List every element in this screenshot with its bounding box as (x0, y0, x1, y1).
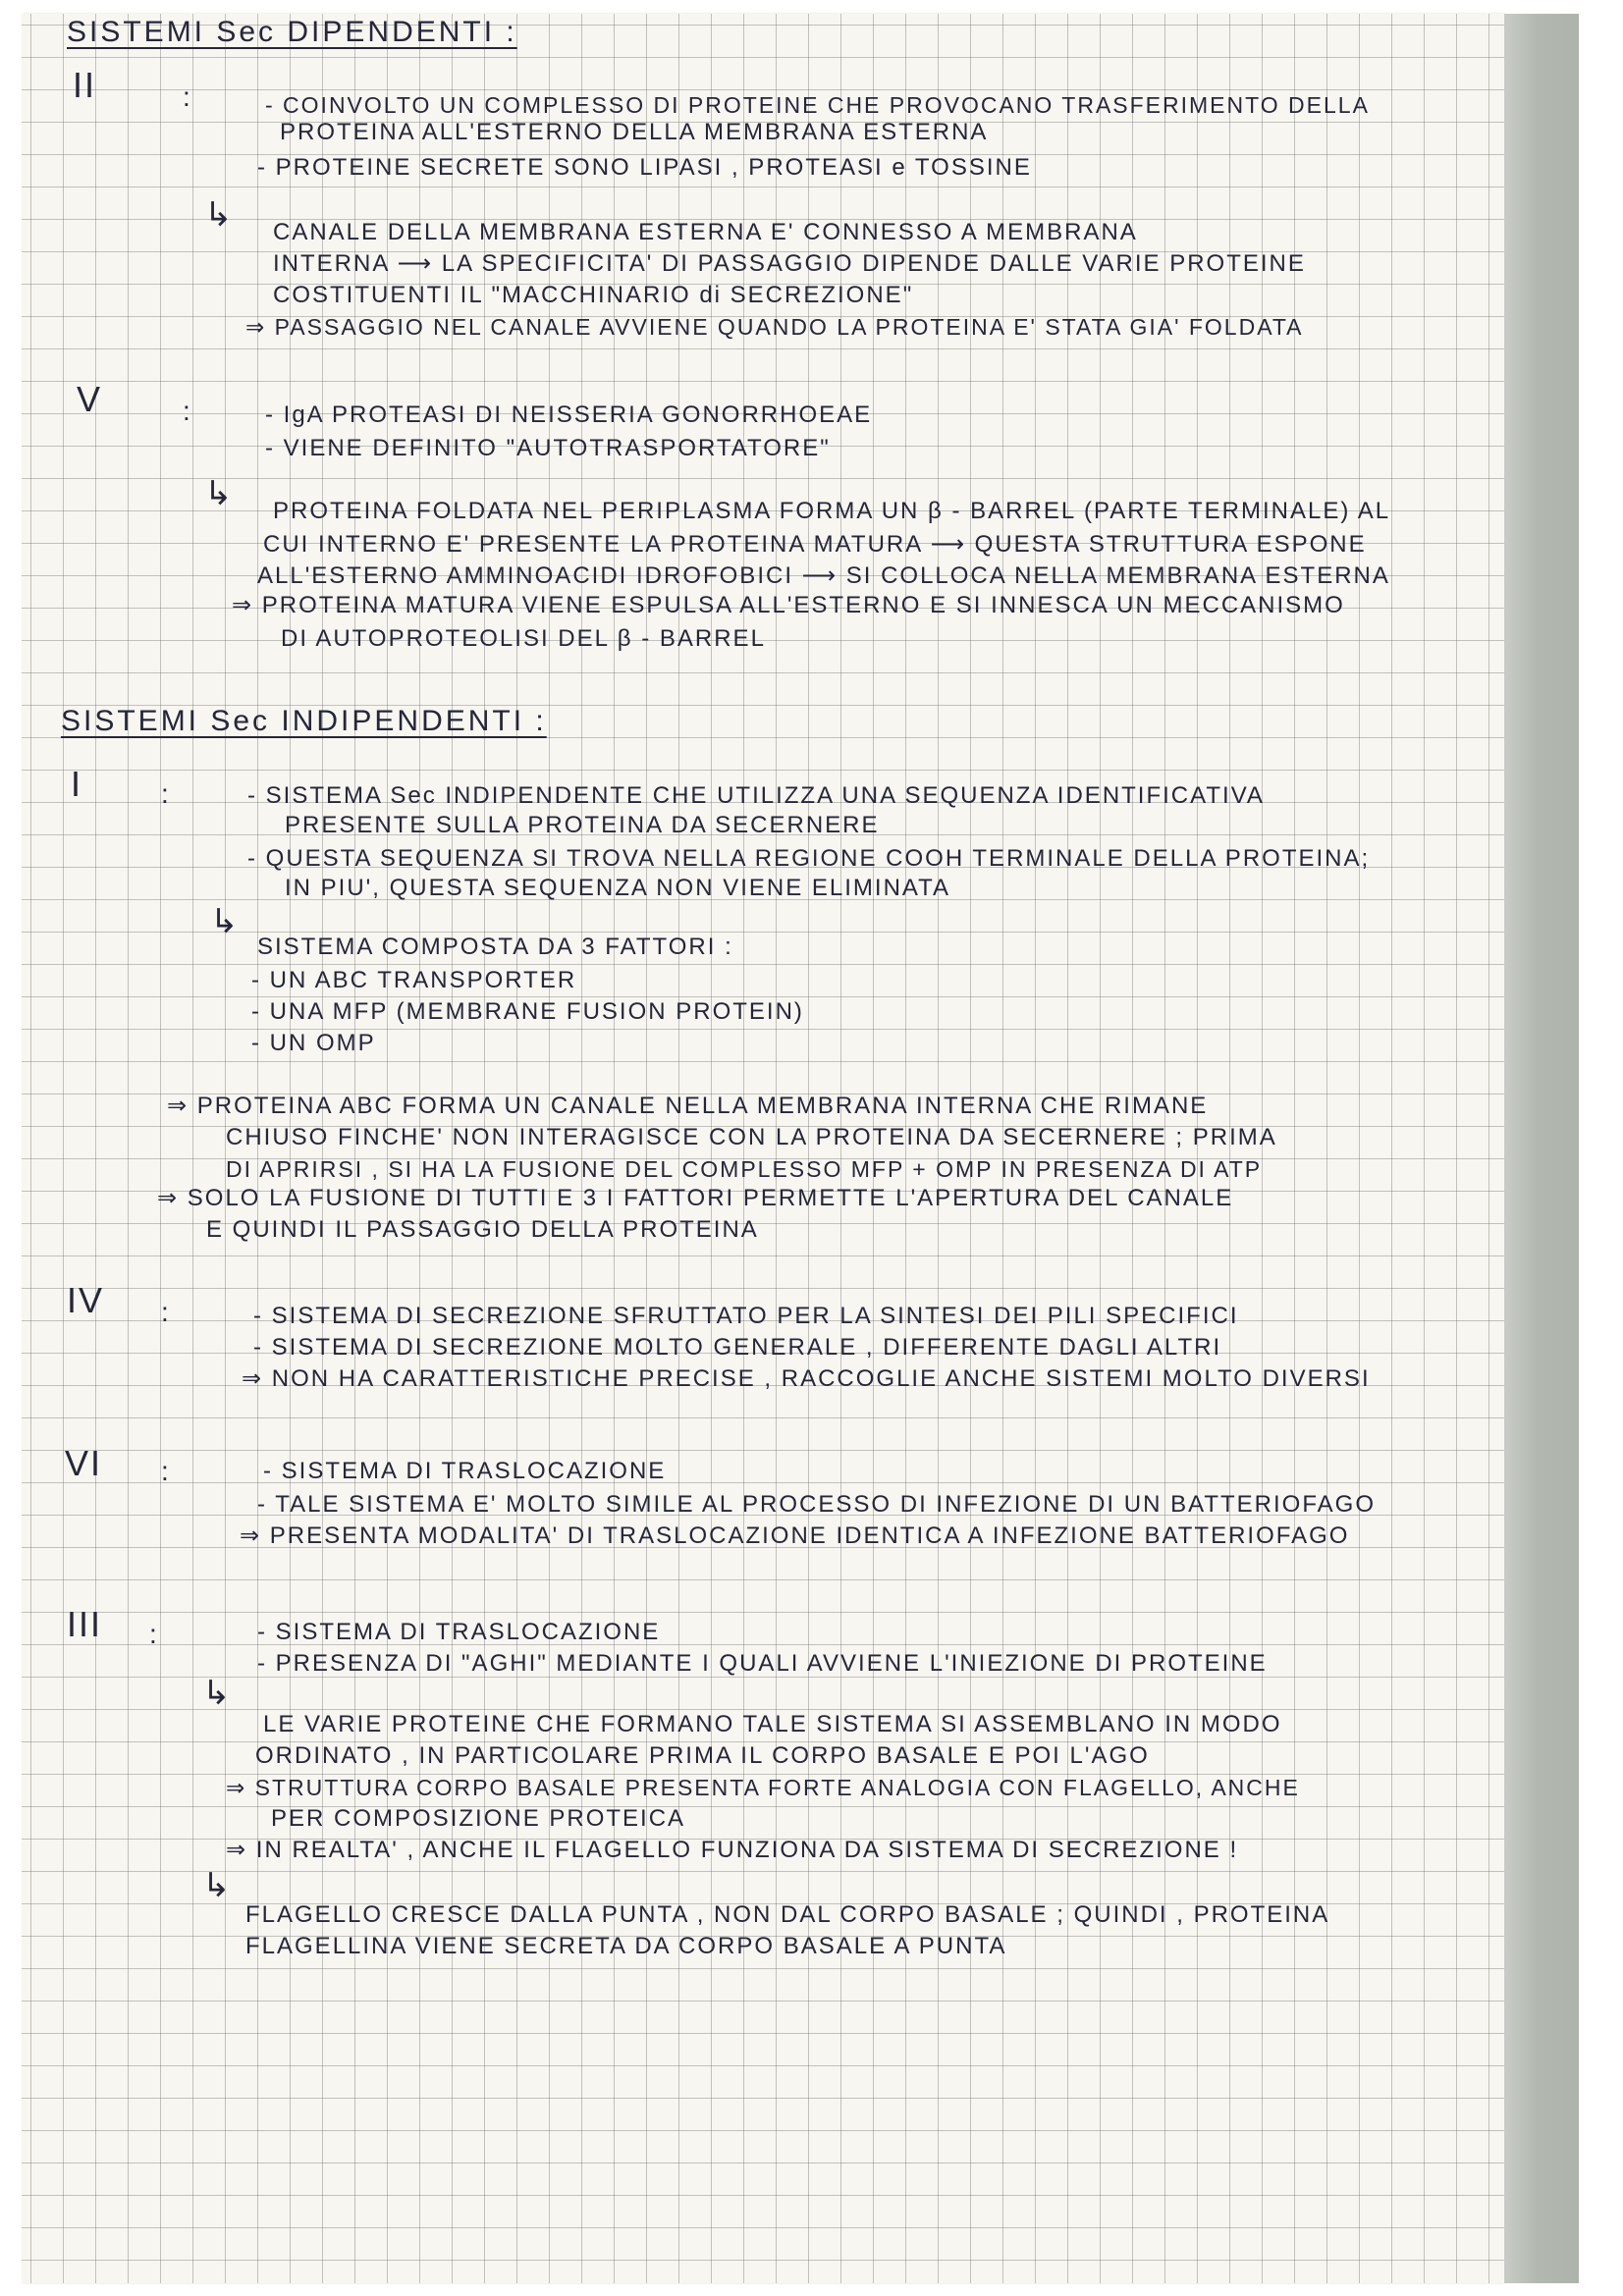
note-line: ALL'ESTERNO AMMINOACIDI IDROFOBICI ⟶ SI COLLOCA NELLA MEMBRANA ESTERNA (257, 562, 1390, 589)
type-numeral-III: III (67, 1604, 103, 1644)
note-line: - SISTEMA Sec INDIPENDENTE CHE UTILIZZA UNA SEQUENZA IDENTIFICATIVA (247, 782, 1265, 809)
note-line: ⇒ PRESENTA MODALITA' DI TRASLOCAZIONE IDENTICA A INFEZIONE BATTERIOFAGO (240, 1522, 1350, 1549)
note-line: ⇒ NON HA CARATTERISTICHE PRECISE , RACCOGLIE ANCHE SISTEMI MOLTO DIVERSI (242, 1365, 1371, 1392)
curved-arrow-icon: ↳ (204, 475, 235, 512)
note-line: - SISTEMA DI TRASLOCAZIONE (257, 1619, 661, 1645)
note-line: ⇒ PROTEINA MATURA VIENE ESPULSA ALL'ESTERNO E SI INNESCA UN MECCANISMO (232, 592, 1345, 618)
note-line: - VIENE DEFINITO "AUTOTRASPORTATORE" (265, 435, 831, 461)
note-line: DI AUTOPROTEOLISI DEL β - BARREL (281, 625, 766, 652)
note-line: ⇒ PROTEINA ABC FORMA UN CANALE NELLA MEMBRANA INTERNA CHE RIMANE (167, 1093, 1209, 1119)
note-line: ⇒ SOLO LA FUSIONE DI TUTTI E 3 I FATTORI PERMETTE L'APERTURA DEL CANALE (157, 1185, 1234, 1211)
type-numeral-II: II (73, 65, 97, 105)
curved-arrow-icon: ↳ (202, 1867, 233, 1904)
type-colon: : (183, 396, 192, 426)
note-line: PROTEINA FOLDATA NEL PERIPLASMA FORMA UN β - BARREL (PARTE TERMINALE) AL (273, 498, 1391, 524)
factor-item: - UNA MFP (MEMBRANE FUSION PROTEIN) (251, 998, 804, 1025)
type-colon: : (183, 81, 192, 112)
note-line: CHIUSO FINCHE' NON INTERAGISCE CON LA PROTEINA DA SECERNERE ; PRIMA (226, 1124, 1277, 1150)
factor-item: - UN ABC TRANSPORTER (251, 967, 577, 993)
note-line: - SISTEMA DI TRASLOCAZIONE (263, 1458, 667, 1484)
type-colon: : (161, 778, 171, 809)
factor-item: - UN OMP (251, 1030, 376, 1056)
note-line: - SISTEMA DI SECREZIONE SFRUTTATO PER LA SINTESI DEI PILI SPECIFICI (253, 1303, 1239, 1329)
note-line: - TALE SISTEMA E' MOLTO SIMILE AL PROCESSO DI INFEZIONE DI UN BATTERIOFAGO (257, 1491, 1376, 1518)
note-line: ORDINATO , IN PARTICOLARE PRIMA IL CORPO BASALE E POI L'AGO (255, 1742, 1150, 1769)
note-line: - QUESTA SEQUENZA SI TROVA NELLA REGIONE COOH TERMINALE DELLA PROTEINA; (247, 845, 1371, 872)
page-edge (1504, 14, 1579, 2283)
note-line: FLAGELLINA VIENE SECRETA DA CORPO BASALE A PUNTA (245, 1933, 1007, 1959)
section-title-sec-dependent: SISTEMI Sec DIPENDENTI : (67, 16, 517, 48)
note-line: FLAGELLO CRESCE DALLA PUNTA , NON DAL CORPO BASALE ; QUINDI , PROTEINA (245, 1901, 1330, 1928)
type-numeral-IV: IV (67, 1280, 105, 1320)
section-title-sec-independent: SISTEMI Sec INDIPENDENTI : (61, 705, 547, 737)
note-line: E QUINDI IL PASSAGGIO DELLA PROTEINA (206, 1216, 759, 1243)
note-line: CANALE DELLA MEMBRANA ESTERNA E' CONNESSO A MEMBRANA (273, 219, 1138, 245)
note-line: IN PIU', QUESTA SEQUENZA NON VIENE ELIMINATA (285, 875, 951, 901)
note-line: PROTEINA ALL'ESTERNO DELLA MEMBRANA ESTERNA (280, 119, 989, 145)
type-colon: : (161, 1297, 171, 1327)
note-line: PRESENTE SULLA PROTEINA DA SECERNERE (285, 812, 880, 838)
type-numeral-I: I (71, 764, 83, 804)
note-line: LE VARIE PROTEINE CHE FORMANO TALE SISTEMA SI ASSEMBLANO IN MODO (263, 1711, 1282, 1737)
note-line: - SISTEMA DI SECREZIONE MOLTO GENERALE , DIFFERENTE DAGLI ALTRI (253, 1334, 1222, 1361)
note-line: ⇒ STRUTTURA CORPO BASALE PRESENTA FORTE ANALOGIA CON FLAGELLO, ANCHE (226, 1775, 1300, 1800)
curved-arrow-icon: ↳ (210, 903, 241, 940)
note-line: ⇒ PASSAGGIO NEL CANALE AVVIENE QUANDO LA PROTEINA E' STATA GIA' FOLDATA (245, 314, 1304, 340)
note-line: ⇒ IN REALTA' , ANCHE IL FLAGELLO FUNZIONA DA SISTEMA DI SECREZIONE ! (226, 1837, 1239, 1863)
note-line: - COINVOLTO UN COMPLESSO DI PROTEINE CHE PROVOCANO TRASFERIMENTO DELLA (265, 92, 1370, 118)
note-line: - IgA PROTEASI DI NEISSERIA GONORRHOEAE (265, 401, 873, 428)
note-line: - PRESENZA DI "AGHI" MEDIANTE I QUALI AVVIENE L'INIEZIONE DI PROTEINE (257, 1650, 1268, 1677)
factors-title: SISTEMA COMPOSTA DA 3 FATTORI : (257, 934, 733, 960)
note-line: DI APRIRSI , SI HA LA FUSIONE DEL COMPLESSO MFP + OMP IN PRESENZA DI ATP (226, 1156, 1263, 1182)
note-line: - PROTEINE SECRETE SONO LIPASI , PROTEASI e TOSSINE (257, 154, 1032, 181)
curved-arrow-icon: ↳ (202, 1675, 233, 1712)
type-numeral-VI: VI (65, 1443, 103, 1483)
type-colon: : (149, 1619, 159, 1649)
note-line: PER COMPOSIZIONE PROTEICA (271, 1805, 686, 1832)
note-line: CUI INTERNO E' PRESENTE LA PROTEINA MATURA ⟶ QUESTA STRUTTURA ESPONE (263, 531, 1367, 558)
curved-arrow-icon: ↳ (204, 196, 235, 234)
type-numeral-V: V (77, 379, 103, 419)
type-colon: : (161, 1456, 171, 1486)
note-line: INTERNA ⟶ LA SPECIFICITA' DI PASSAGGIO DIPENDE DALLE VARIE PROTEINE (273, 250, 1306, 277)
note-line: COSTITUENTI IL "MACCHINARIO di SECREZIONE" (273, 282, 914, 308)
